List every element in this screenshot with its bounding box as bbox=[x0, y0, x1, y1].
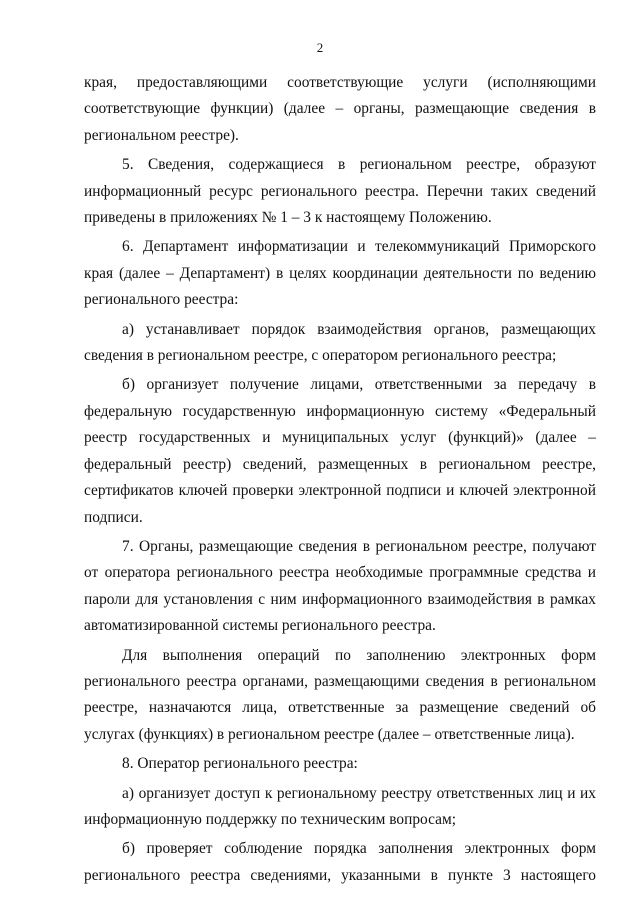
document-body bbox=[84, 70, 596, 892]
paragraph-item-6b: б) организует получение лицами, ответственными за передачу в федеральную государственную информационную систему «Федеральный реестр государственных и муниципальных услуг (функций)» (далее – федеральный реестр) сведений, размещенных в региональном реестре, сертификатов ключей проверки электронной подписи и ключей электронной подписи. bbox=[84, 376, 596, 526]
paragraph-continuation: края, предоставляющими соответствующие услуги (исполняющими соответствующие функции) (далее – органы, размещающие сведения в региональном реестре). bbox=[84, 74, 596, 144]
paragraph-item-7: 7. Органы, размещающие сведения в региональном реестре, получают от оператора регионального реестра необходимые программные средства и пароли для установления с ним информационного взаимодействия в рамках автоматизированной системы регионального реестра. bbox=[84, 537, 596, 635]
paragraph-item-8: 8. Оператор регионального реестра: bbox=[122, 755, 358, 773]
page-number: 2 bbox=[316, 40, 324, 55]
paragraph-item-6a: а) устанавливает порядок взаимодействия органов, размещающих сведения в региональном реестре, с оператором регионального реестра; bbox=[84, 320, 596, 365]
paragraph-item-6: 6. Департамент информатизации и телекоммуникаций Приморского края (далее – Департамент) в целях координации деятельности по ведению регионального реестра: bbox=[84, 238, 596, 309]
paragraph-item-5: 5. Сведения, содержащиеся в региональном реестре, образуют информационный ресурс регионального реестра. Перечни таких сведений приведены в приложениях № 1 – 3 к настоящему Положению. bbox=[84, 156, 596, 227]
paragraph-item-8b: б) проверяет соблюдение порядка заполнения электронных форм регионального реестра сведениями, указанными в пункте 3 настоящего bbox=[84, 840, 596, 884]
paragraph-item-7-note: Для выполнения операций по заполнению электронных форм регионального реестра органами, размещающими сведения в региональном реестре, назначаются лица, ответственные за размещение сведений об услугах (функциях) в региональном реестре (далее – ответственные лица). bbox=[84, 646, 596, 743]
paragraph-item-8a: а) организует доступ к региональному реестру ответственных лиц и их информационную поддержку по техническим вопросам; bbox=[84, 784, 596, 828]
